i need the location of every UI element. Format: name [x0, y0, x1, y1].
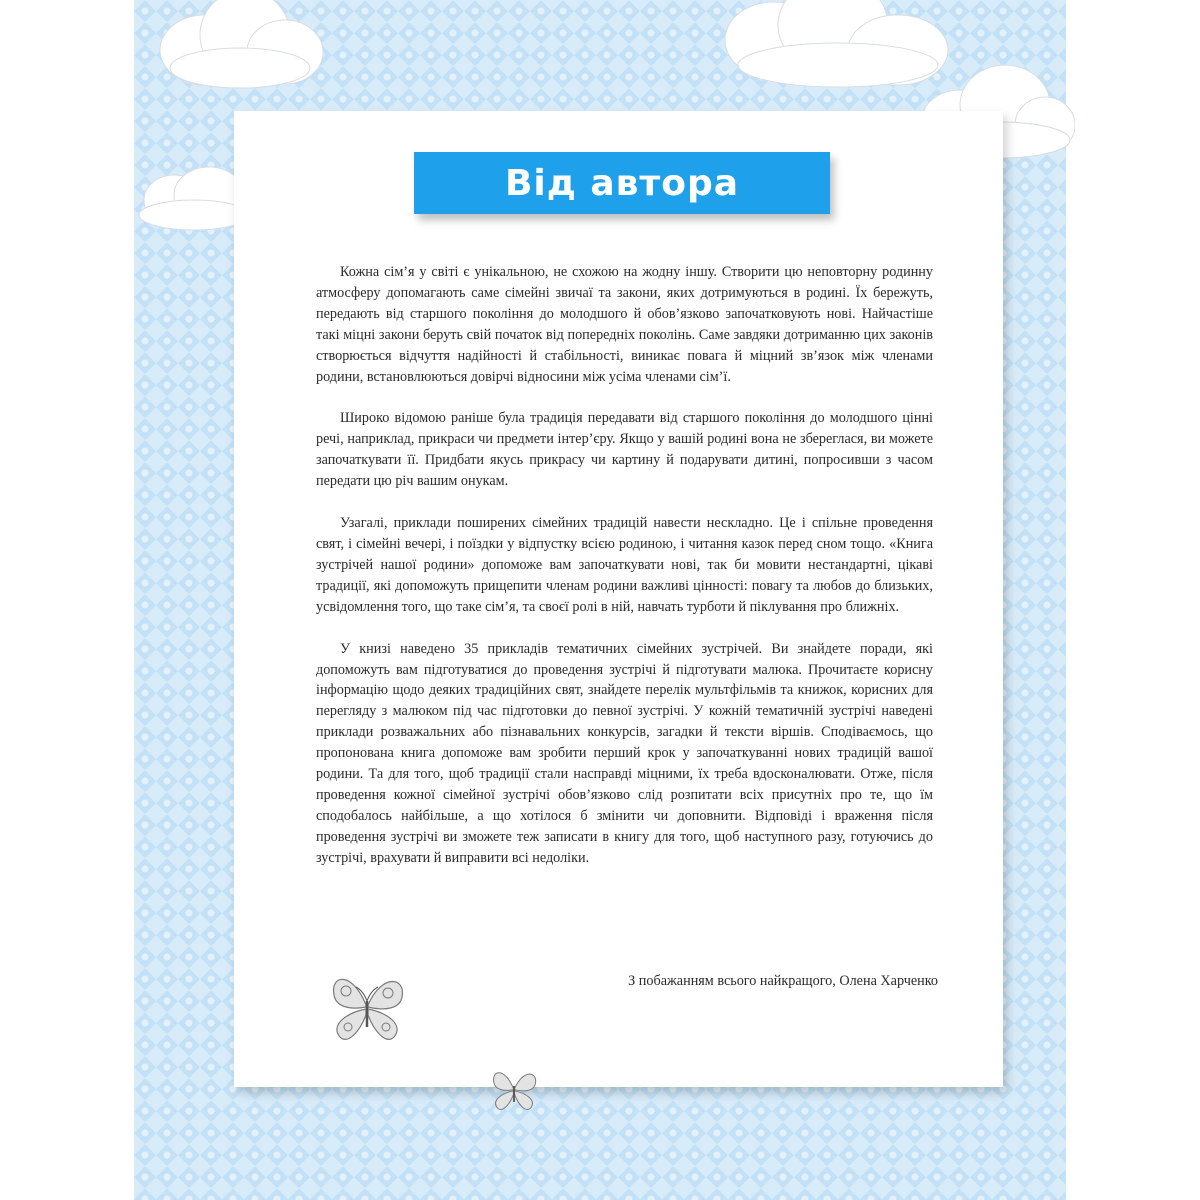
- page-title: Від автора: [504, 162, 740, 204]
- butterfly-icon-large: [322, 965, 412, 1050]
- cloud-icon-top-left: [150, 0, 330, 95]
- paragraph-1: Кожна сім’я у світі є унікальною, не схожою на жодну іншу. Створити цю неповторну родинну атмосферу допомагають саме сімейні звичаї та закони, яких дотримуються в родині. Їх бережуть, передають від старшого покоління до молодшого й обов’язково започатковують нові. Найчастіше такі міцні закони беруть свій початок від попередніх поколінь. Саме завдяки дотриманню цих законів створюється відчуття надійності й стабільності, виникає повага й міцний зв’язок між членами родини, встановлюються довірчі відносини між усіма членами сім’ї.: [316, 264, 933, 385]
- signature: З побажанням всього найкращого, Олена Харченко: [628, 973, 938, 989]
- paragraph-4: У книзі наведено 35 прикладів тематичних сімейних зустрічей. Ви знайдете поради, які допоможуть вам підготуватися до проведення зустрічі й підготувати малюка. Прочитаєте корисну інформацію щодо деяких традиційних свят, знайдете перелік мультфільмів та книжок, корисних для перегляду з малюком під час підготовки до певної зустрічі. У кожній тематичній зустрічі наведені приклади розважальних або пізнавальних конкурсів, загадки й тексти віршів. Сподіваємось, що пропонована книга допоможе вам зробити перший крок у започаткуванні нових традицій вашої родини. Та для того, щоб традиції стали насправді міцними, їх треба вдосконалювати. Отже, після проведення кожної сімейної зустрічі обов’язково слід розпитати всіх присутніх про те, що їм сподобалось найбільше, а що хотілося б змінити чи доповнити. Відповіді і враження після проведення зустрічі ви зможете теж записати в книгу для того, щоб наступного разу, готуючись до зустрічі, врахувати й виправити всі недоліки.: [316, 640, 933, 866]
- author-foreword-text: [316, 262, 933, 890]
- paragraph-2: Широко відомою раніше була традиція передавати від старшого покоління до молодшого цінні речі, наприклад, прикраси чи предмети інтер’єру. Якщо у вашій родині вона не збереглася, ви можете започаткувати її. Придбати якусь прикрасу чи картину й подарувати дитині, попросивши з часом передати цю річ вашим онукам.: [316, 410, 933, 490]
- paragraph-3: Узагалі, приклади поширених сімейних традицій навести нескладно. Це і спільне проведення свят, і сімейні вечері, і поїздки у відпустку всією родиною, і читання казок перед сном тощо. «Книга зустрічей нашої родини» допоможе вам започаткувати нові, так би мовити нестандартні, цікаві традиції, які допоможуть прищепити членам родини важливі цінності: повагу та любов до близьких, усвідомлення того, що таке сім’я, та своєї ролі в ній, навчать турботи й піклування про ближніх.: [316, 515, 933, 615]
- butterfly-icon-small: [486, 1064, 542, 1116]
- title-banner: [414, 152, 830, 214]
